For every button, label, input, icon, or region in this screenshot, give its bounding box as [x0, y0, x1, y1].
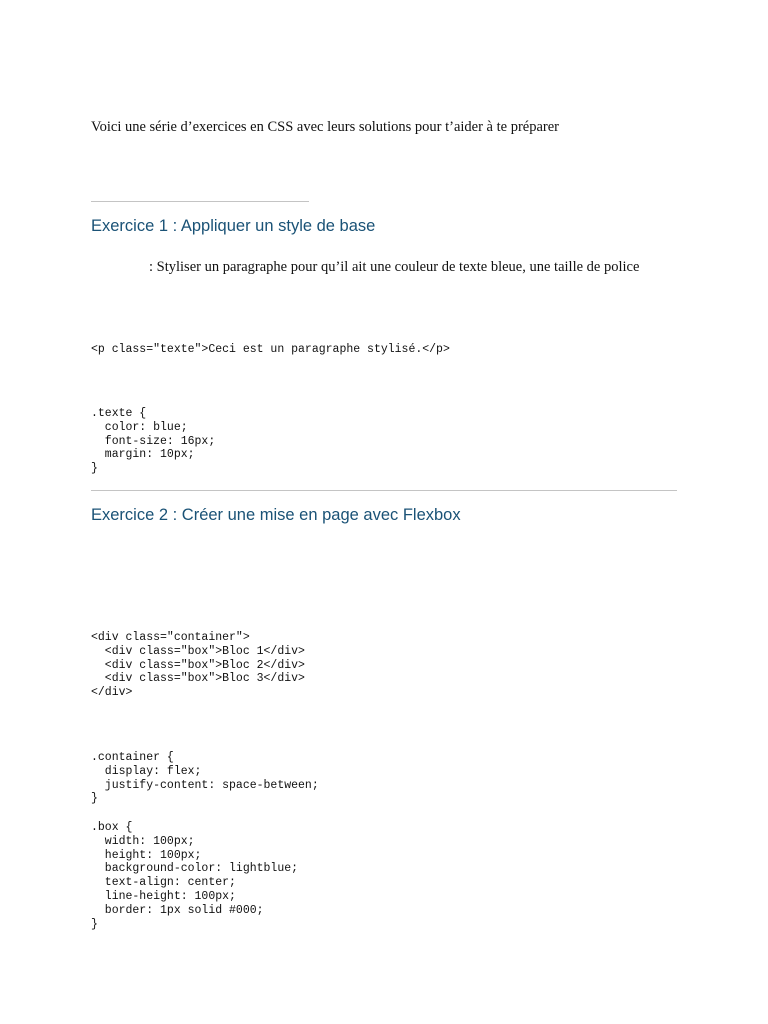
- intro-paragraph: Voici une série d’exercices en CSS avec leurs solutions pour t’aider à te préparer: [91, 119, 559, 135]
- exercise-2-title: Exercice 2 : Créer une mise en page avec Flexbox: [91, 506, 461, 524]
- exercise-1-instruction: : Styliser un paragraphe pour qu’il ait une couleur de texte bleue, une taille de police: [149, 259, 640, 275]
- exercise-1-title: Exercice 1 : Appliquer un style de base: [91, 217, 376, 235]
- exercise-2-css-container-code: .container { display: flex; justify-content: space-between; }: [91, 751, 319, 806]
- section-divider-long: [91, 490, 677, 491]
- section-divider-short: [91, 201, 309, 202]
- exercise-1-css-code: .texte { color: blue; font-size: 16px; margin: 10px; }: [91, 407, 216, 476]
- exercise-1-html-code: <p class="texte">Ceci est un paragraphe stylisé.</p>: [91, 343, 450, 356]
- exercise-2-html-code: <div class="container"> <div class="box">Bloc 1</div> <div class="box">Bloc 2</div> <div class="box">Bloc 3</div> </div>: [91, 631, 305, 700]
- exercise-2-css-box-code: .box { width: 100px; height: 100px; background-color: lightblue; text-align: center; line-height: 100px; border: 1px solid #000; }: [91, 821, 299, 931]
